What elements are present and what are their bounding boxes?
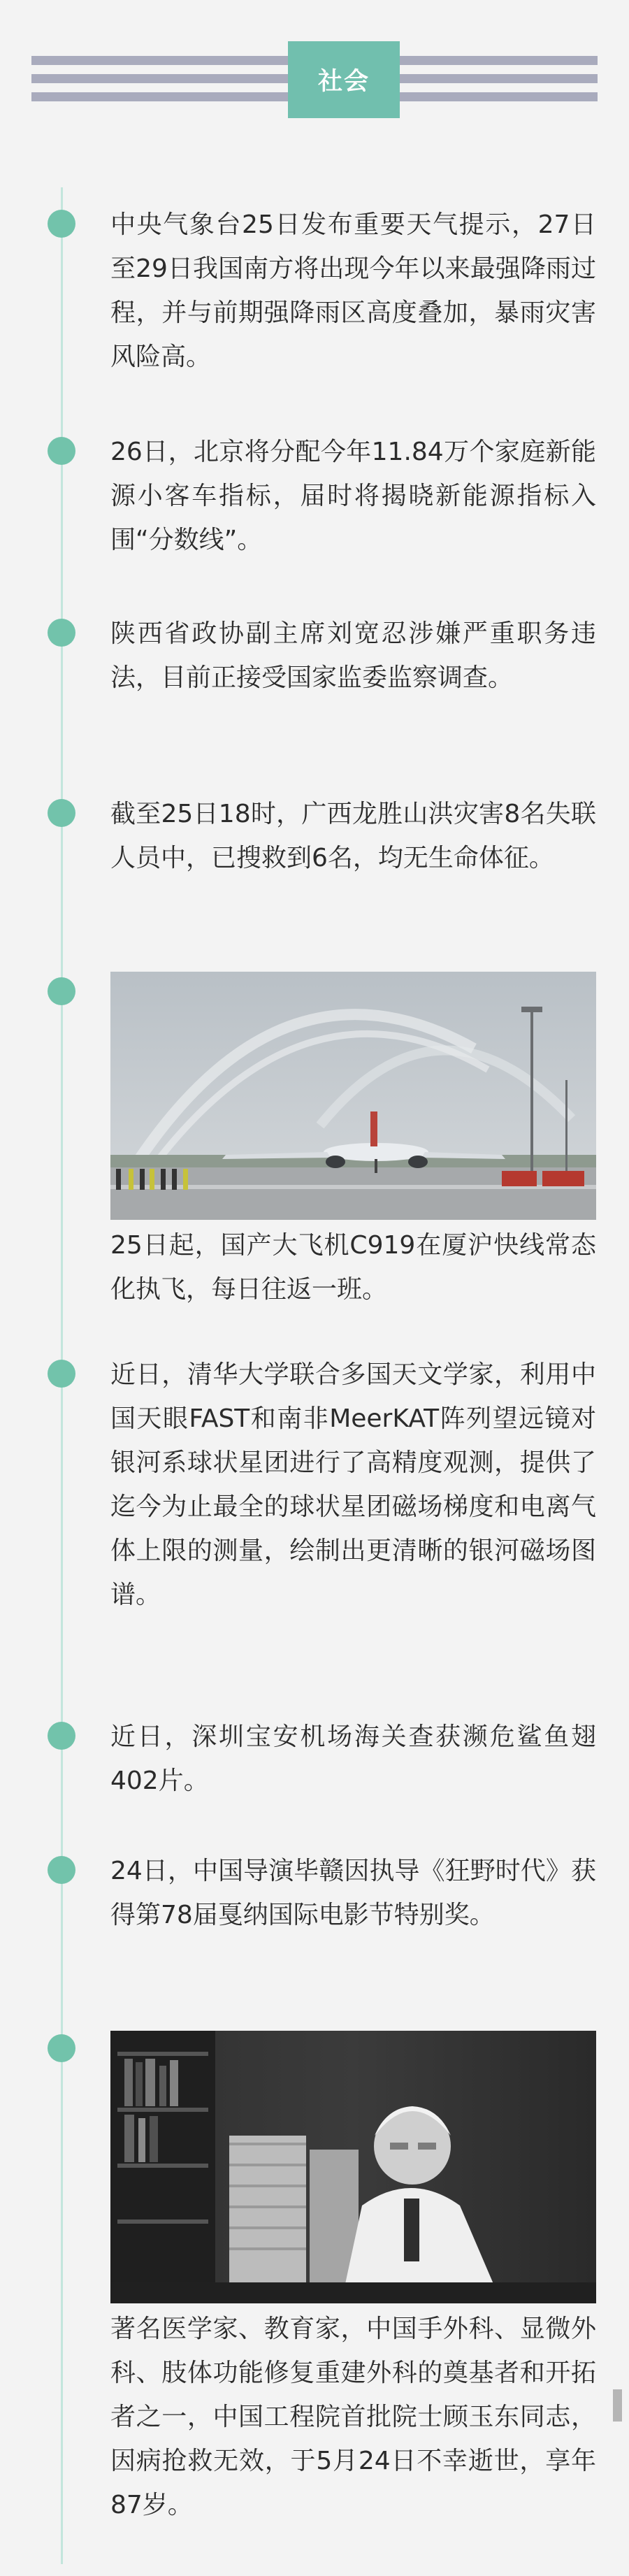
news-text: 24日，中国导演毕赣因执导《狂野时代》获得第78届戛纳国际电影节特别奖。 [110,1857,596,1929]
news-text: 陕西省政协副主席刘宽忍涉嫌严重职务违法，目前正接受国家监委监察调查。 [110,619,596,692]
c919-aircraft-photo [110,972,596,1220]
news-text: 26日，北京将分配今年11.84万个家庭新能源小客车指标，届时将揭晓新能源指标入围“分数线”。 [110,438,596,554]
timeline-dot [48,1360,75,1388]
section-header [31,38,598,119]
news-text: 25日起，国产大飞机C919在厦沪快线常态化执飞，每日往返一班。 [110,1231,596,1304]
timeline-dot [48,210,75,238]
portrait-image [110,2031,596,2303]
news-text: 中央气象台25日发布重要天气提示，27日至29日我国南方将出现今年以来最强降雨过程，并与前期强降雨区高度叠加，暴雨灾害风险高。 [110,210,596,371]
scroll-indicator [613,2389,622,2422]
portrait-photo [110,2031,596,2303]
news-text: 截至25日18时，广西龙胜山洪灾害8名失联人员中，已搜救到6名，均无生命体征。 [110,800,596,872]
news-text: 近日，清华大学联合多国天文学家，利用中国天眼FAST和南非MeerKAT阵列望远镜对银河系球状星团进行了高精度观测，提供了迄今为止最全的球状星团磁场梯度和电离气体上限的测量，绘制出更清晰的银河磁场图谱。 [110,1360,596,1609]
timeline-dot [48,1722,75,1750]
news-text: 著名医学家、教育家，中国手外科、显微外科、肢体功能修复重建外科的奠基者和开拓者之一，中国工程院首批院士顾玉东同志，因病抢救无效，于5月24日不幸逝世，享年87岁。 [110,2315,596,2519]
timeline-dot [48,619,75,647]
timeline-dot [48,1856,75,1884]
news-text: 近日，深圳宝安机场海关查获濒危鲨鱼翅402片。 [110,1722,596,1795]
timeline-dot [48,977,75,1005]
timeline-dot [48,2034,75,2062]
aircraft-image [110,972,596,1220]
timeline-dot [48,437,75,465]
timeline-dot [48,799,75,827]
section-title: 社会 [288,41,400,118]
